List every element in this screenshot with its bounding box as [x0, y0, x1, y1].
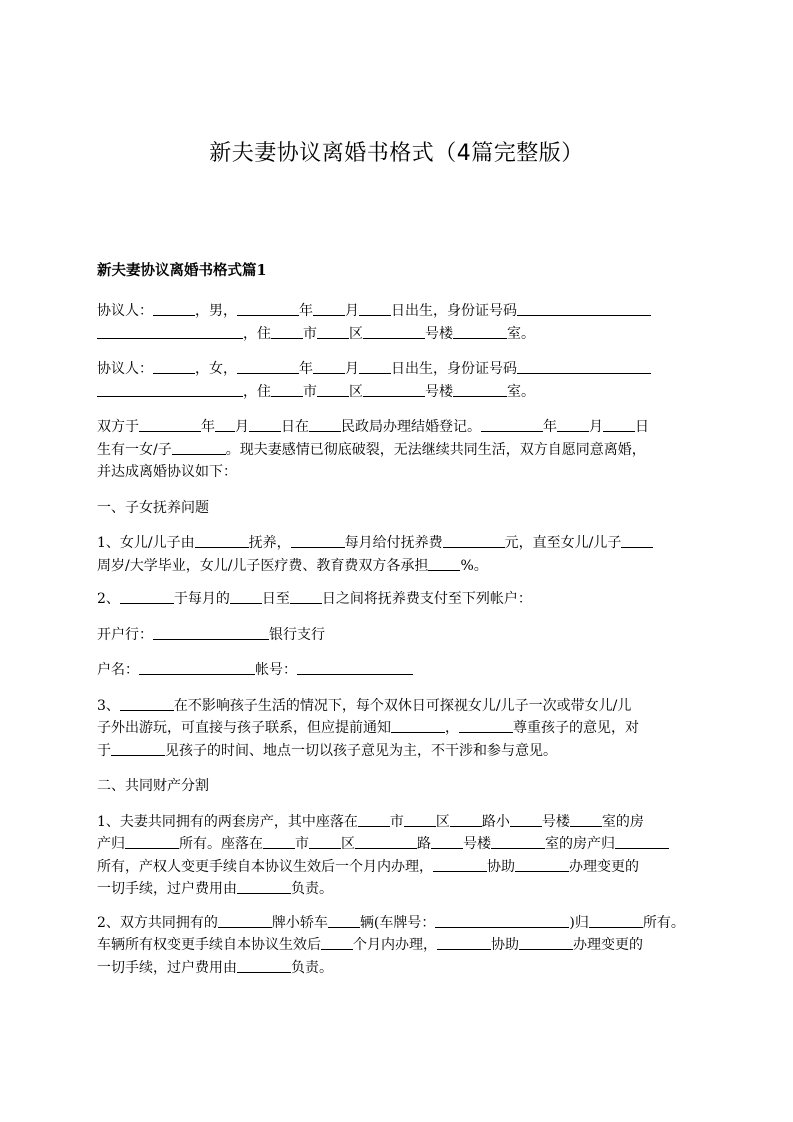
document-body — [97, 300, 707, 992]
bank-line — [97, 624, 707, 647]
text-line: ，住 市 区 号楼 室。 — [97, 323, 707, 346]
text-line: 于 见孩子的时间、地点一切以孩子意见为主，不干涉和参与意见。 — [97, 742, 557, 759]
text-line: 双方于 年 月 日在 民政局办理结婚登记。 年 月 日 — [97, 419, 649, 435]
text-line: 车辆所有权变更手续自本协议生效后 个月内办理， 协助 办理变更的 — [97, 937, 643, 953]
party-1-paragraph — [97, 300, 707, 345]
text-line: 开户行： 银行支行 — [97, 626, 325, 643]
text-line: 所有，产权人变更手续自本协议生效后一个月内办理， 协助 办理变更的 — [97, 858, 639, 875]
text-line: 1、夫妻共同拥有的两套房产，其中座落在 市 区 路小 号楼 室的房 — [97, 813, 644, 830]
text-line: 产归 所有。座落在 市 区 路 号楼 室的房产归 — [97, 833, 707, 856]
text-line: 协议人： ，男， 年 月 日出生，身份证号码 — [97, 300, 707, 323]
clause-2-paragraph — [97, 588, 707, 611]
text-line: 一切手续，过户费用由 负责。 — [97, 881, 333, 897]
text-line: 子外出游玩，可直接与孩子联系，但应提前通知 ， 尊重孩子的意见，对 — [97, 720, 639, 736]
text-line: 生有一女/子 。现夫妻感情已彻底破裂，无法继续共同生活，双方自愿同意离婚， — [97, 441, 646, 458]
text-line: 户名： 帐号： — [97, 659, 707, 682]
property-1-paragraph — [97, 811, 707, 901]
party-2-paragraph — [97, 358, 707, 403]
heading-property-division: 二、共同财产分割 — [97, 778, 209, 794]
account-line — [97, 659, 707, 682]
text-line: ，住 市 区 号楼 室。 — [97, 381, 707, 404]
text-line: 2、双方共同拥有的 牌小轿车 辆(车牌号： )归 所有。 — [97, 914, 685, 931]
property-2-paragraph — [97, 912, 707, 980]
text-line: 一切手续，过户费用由 负责。 — [97, 959, 333, 976]
text-line: 1、女儿/儿子由 抚养， 每月给付抚养费 元，直至女儿/儿子 — [97, 532, 707, 555]
text-line: 协议人： ，女， 年 月 日出生，身份证号码 — [97, 358, 707, 381]
text-line: 3、 在不影响孩子生活的情况下，每个双休日可探视女儿/儿子一次或带女儿/儿 — [97, 697, 632, 714]
heading-child-custody: 一、子女抚养问题 — [97, 499, 209, 516]
text-line: 2、 于每月的 日至 日之间将抚养费支付至下列帐户： — [97, 591, 532, 607]
clause-3-paragraph — [97, 695, 707, 763]
text-line: 并达成离婚协议如下： — [97, 464, 237, 480]
marriage-paragraph — [97, 416, 707, 484]
page-title: 新夫妻协议离婚书格式（4篇完整版） — [209, 141, 584, 166]
section-heading: 新夫妻协议离婚书格式篇1 — [97, 262, 267, 279]
text-line: 周岁/大学毕业，女儿/儿子医疗费、教育费双方各承担 %。 — [97, 557, 488, 574]
clause-1-paragraph — [97, 532, 707, 577]
